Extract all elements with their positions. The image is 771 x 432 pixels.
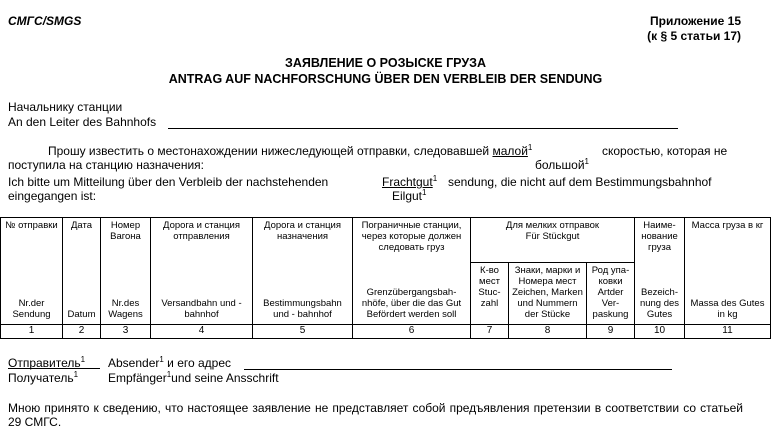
- col-number: 5: [253, 325, 353, 339]
- col-border-stations: [353, 218, 471, 325]
- speed-slow-option[interactable]: малой: [492, 144, 528, 158]
- header-text: К-во мест Stuc-zahl: [478, 265, 501, 309]
- express-label: Eilgut: [392, 189, 423, 203]
- col-destination: [253, 218, 353, 325]
- header-de: Bezeich-nung des Gutes: [639, 287, 680, 320]
- request-ru-rest: скоростью, которая не: [602, 144, 728, 158]
- footnote-mark: 1: [166, 370, 172, 379]
- footnote-mark: 1: [73, 370, 79, 379]
- receiver-label-ru: [8, 371, 78, 385]
- col-date: [63, 218, 101, 325]
- col-number: 2: [63, 325, 101, 339]
- header-ru: № отправки: [5, 220, 58, 231]
- col-number: 4: [151, 325, 253, 339]
- form-code: СМГС/SMGS: [8, 14, 82, 28]
- title-ru: ЗАЯВЛЕНИЕ О РОЗЫСКЕ ГРУЗА: [284, 56, 486, 70]
- freight-option[interactable]: [382, 175, 437, 189]
- header-ru: Пограничные станции, через которые должен следовать груз: [361, 220, 462, 253]
- request-de-rest: sendung, die nicht auf dem Bestimmungsbahnhof: [448, 175, 712, 189]
- shipment-table: [0, 217, 771, 339]
- col-marks: [509, 263, 587, 325]
- col-number: 6: [353, 325, 471, 339]
- header-de: Nr.der Sendung: [12, 298, 51, 320]
- col-wagon-number: [101, 218, 151, 325]
- col-number: 3: [101, 325, 151, 339]
- header-de: Versandbahn und - bahnhof: [161, 298, 242, 320]
- receiver-addr-label: und seine Ansschrift: [171, 371, 279, 385]
- footnote-mark: 1: [80, 355, 86, 364]
- header-text: Род упа-ковки Artder Ver-paskung: [591, 265, 630, 320]
- addressee-ru: Начальнику станции: [8, 100, 123, 114]
- request-ru-text: Прошу известить о местонахождении нижеследующей отправки, следовавшей: [48, 144, 490, 158]
- claim-notice: Мною принято к сведению, что настоящее заявление не представляет собой предъявления претензии в соответствии со статьей 29 СМГС.: [8, 401, 743, 429]
- request-de-line1: Ich bitte um Mitteilung über den Verbleib der nachstehenden: [8, 175, 329, 189]
- header-text: Знаки, марки и Номера мест Zeichen, Marken und Nummern der Stücke: [512, 265, 583, 320]
- header-de: Massa des Gutes in kg: [690, 298, 765, 320]
- footnote-mark: 1: [159, 355, 164, 364]
- group-ru: Для мелких отправок: [505, 220, 600, 231]
- col-number: 1: [1, 325, 63, 339]
- receiver-de-text: Empfänger: [108, 371, 167, 385]
- request-ru-line2: поступила на станцию назначения:: [8, 158, 205, 172]
- col-cargo-name: [635, 218, 685, 325]
- col-packaging: [587, 263, 635, 325]
- header-ru: Дорога и станция назначения: [264, 220, 341, 242]
- request-de-line2: eingegangen ist:: [8, 189, 97, 203]
- col-cargo-mass: [685, 218, 771, 325]
- header-ru: Номер Вагона: [110, 220, 141, 242]
- footnote-mark: 1: [527, 143, 533, 152]
- header-ru: Дата: [70, 220, 93, 231]
- group-de: Für Stückgut: [525, 231, 580, 242]
- col-group-small-shipments: [471, 218, 635, 263]
- col-number: 11: [685, 325, 771, 339]
- addressee-de: An den Leiter des Bahnhofs: [8, 115, 157, 129]
- header-de: Datum: [67, 309, 96, 320]
- col-number: 8: [509, 325, 587, 339]
- sender-receiver-divider: [8, 368, 100, 369]
- receiver-label-de: [108, 371, 279, 385]
- col-number: 9: [587, 325, 635, 339]
- appendix-number: Приложение 15: [650, 14, 741, 28]
- appendix-paragraph: (к § 5 статьи 17): [647, 29, 741, 43]
- speed-fast-option[interactable]: [535, 158, 589, 172]
- header-de: Nr.des Wagens: [108, 298, 143, 320]
- header-ru: Дорога и станция отправления: [163, 220, 240, 242]
- col-departure: [151, 218, 253, 325]
- sender-field[interactable]: [244, 369, 672, 370]
- footnote-mark: 1: [432, 174, 438, 183]
- receiver-ru-text: Получатель: [8, 371, 74, 385]
- request-ru-line1: [48, 144, 532, 158]
- freight-label: Frachtgut: [382, 175, 433, 189]
- express-option[interactable]: [392, 189, 426, 203]
- footnote-mark: 1: [422, 188, 427, 197]
- header-ru: Наиме-нование груза: [641, 220, 678, 253]
- appendix-label: [647, 14, 741, 44]
- col-number: 7: [471, 325, 509, 339]
- sender-de-text: Absender: [108, 356, 160, 370]
- col-shipment-number: [1, 218, 63, 325]
- sender-label-de: [108, 356, 231, 370]
- station-field[interactable]: [168, 128, 678, 129]
- speed-fast-label: большой: [535, 158, 585, 172]
- footnote-mark: 1: [584, 157, 589, 166]
- header-de: Grenzübergangsbah-nhöfe, über die das Gut Befördert werden soll: [361, 287, 462, 320]
- header-de: Bestimmungsbahn und - bahnhof: [263, 298, 342, 320]
- sender-ru-text: Отправитель: [8, 356, 81, 370]
- sender-addr-label: и его адрес: [167, 356, 232, 370]
- col-number: 10: [635, 325, 685, 339]
- header-ru: Масса груза в кг: [691, 220, 764, 231]
- title-de: ANTRAG AUF NACHFORSCHUNG ÜBER DEN VERBLEIB DER SENDUNG: [168, 72, 603, 86]
- col-pieces-count: [471, 263, 509, 325]
